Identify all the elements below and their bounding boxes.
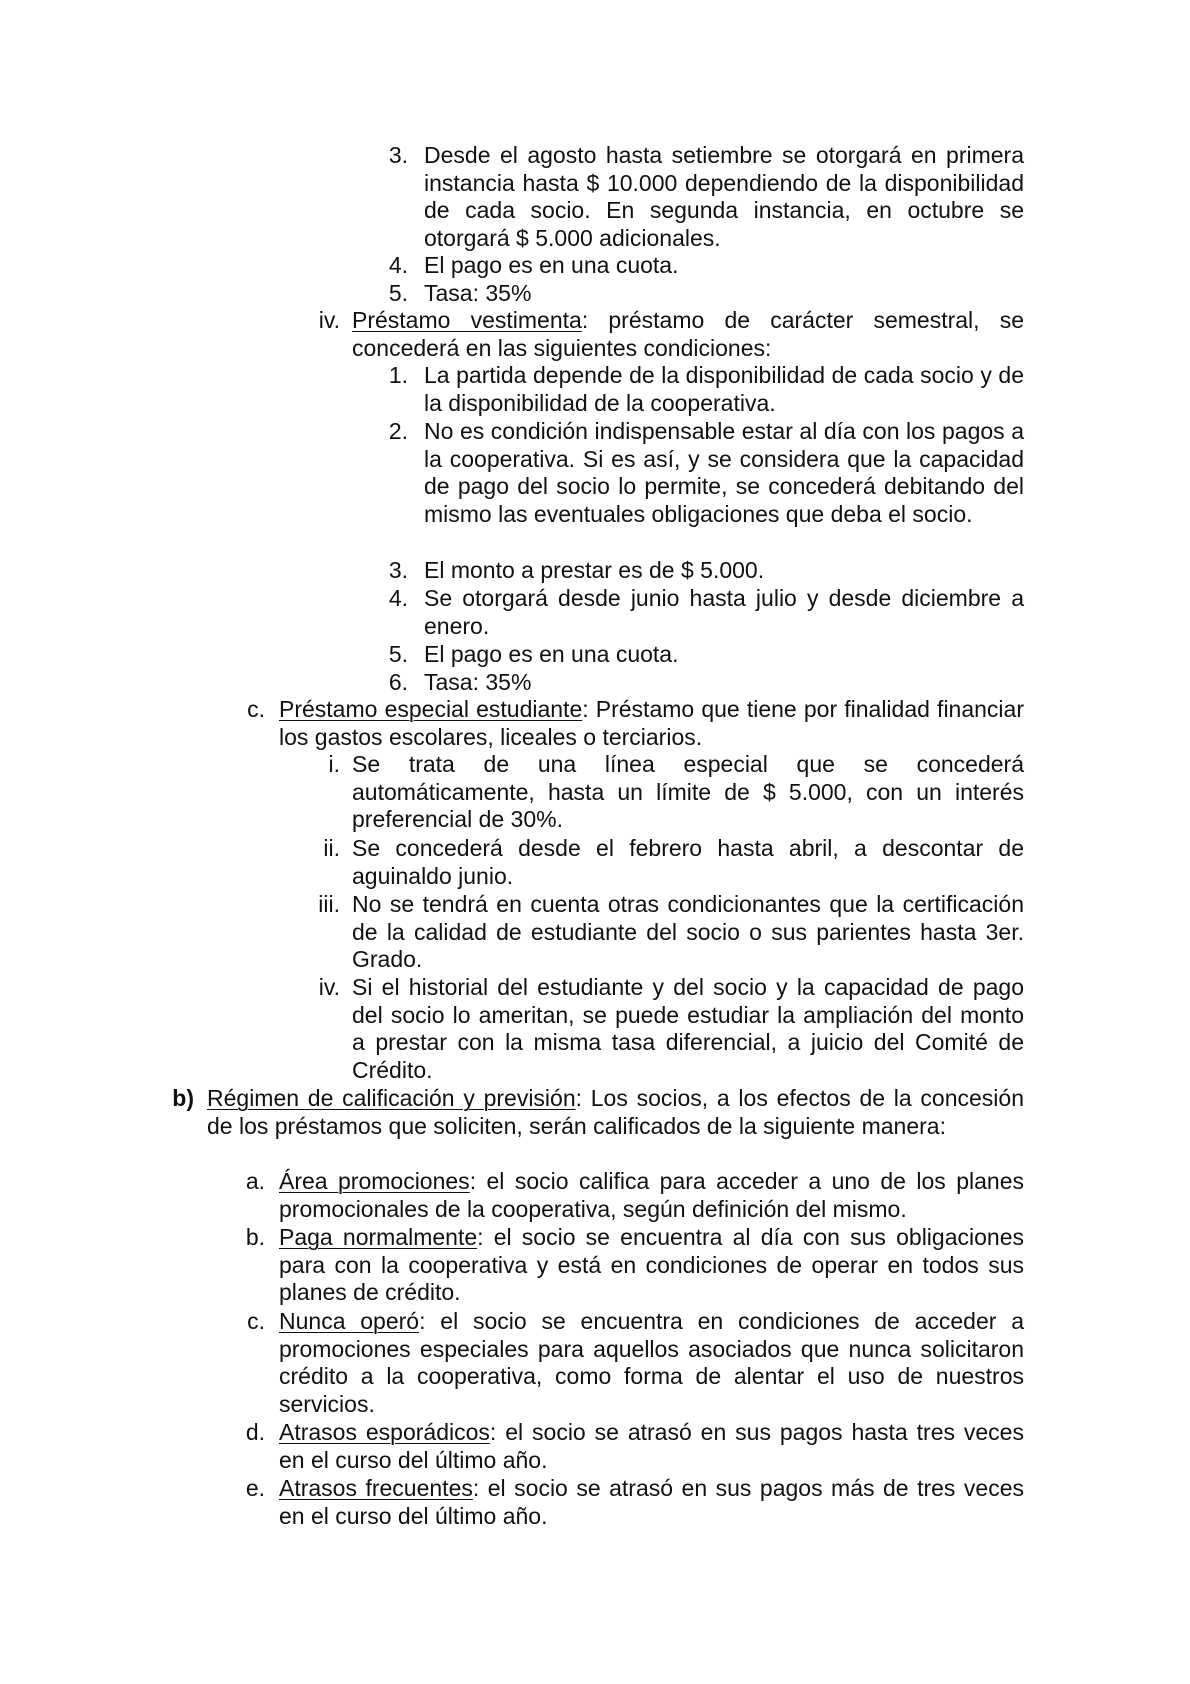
list-marker: a. — [245, 1168, 265, 1194]
item-heading: Atrasos frecuentes — [279, 1475, 473, 1501]
list-item — [376, 252, 1024, 280]
item-body: : Los socios, a los efectos de la concesión de los préstamos que soliciten, serán calificados de la siguiente manera: — [207, 1085, 1024, 1139]
item-body: : préstamo de carácter semestral, se concederá en las siguientes condiciones: — [352, 307, 1025, 361]
list-marker: iii. — [318, 891, 340, 917]
item-text: No es condición indispensable estar al día con los pagos a la cooperativa. Si es así, y se considera que la capacidad de pago del socio lo permite, se concederá debitando del mismo las eventuales obligaciones que deba el socio. — [424, 418, 1024, 527]
list-item — [235, 1419, 1024, 1474]
item-text: El pago es en una cuota. — [424, 252, 679, 278]
item-text — [279, 696, 1024, 751]
item-text — [279, 1168, 1024, 1223]
list-item — [235, 1224, 1024, 1307]
item-body: : el socio califica para acceder a uno de los planes promocionales de la cooperativa, según definición del mismo. — [279, 1168, 1024, 1222]
list-marker: ii. — [323, 835, 340, 861]
item-text — [279, 1419, 1024, 1474]
item-text — [207, 1085, 1024, 1140]
list-marker: 5. — [388, 280, 408, 306]
item-heading: Régimen de calificación y previsión — [207, 1085, 576, 1111]
list-marker: 3. — [388, 142, 408, 168]
list-item — [376, 362, 1024, 417]
item-body: : Préstamo que tiene por finalidad financiar los gastos escolares, liceales o terciarios. — [279, 696, 1024, 750]
item-text: Se trata de una línea especial que se concederá automáticamente, hasta un límite de $ 5.000, con un interés preferencial de 30%. — [352, 751, 1024, 833]
list-item — [235, 1308, 1024, 1418]
list-marker: iv. — [318, 307, 340, 333]
item-text: El monto a prestar es de $ 5.000. — [424, 557, 765, 583]
item-text: No se tendrá en cuenta otras condicionantes que la certificación de la calidad de estudiante del socio o sus parientes hasta 3er. Grado. — [352, 891, 1024, 973]
item-text — [279, 1224, 1024, 1307]
list-item — [376, 418, 1024, 528]
list-marker: c. — [247, 696, 265, 722]
item-heading: Atrasos esporádicos — [279, 1419, 490, 1445]
item-text: El pago es en una cuota. — [424, 641, 679, 667]
list-item — [300, 307, 1024, 362]
item-heading: Préstamo especial estudiante — [279, 696, 583, 722]
item-heading: Paga normalmente — [279, 1224, 478, 1250]
list-marker: iv. — [318, 974, 340, 1000]
list-marker: e. — [245, 1475, 265, 1501]
item-text: La partida depende de la disponibilidad de cada socio y de la disponibilidad de la cooperativa. — [424, 362, 1024, 416]
list-marker: 2. — [388, 418, 408, 444]
item-heading: Nunca operó — [279, 1308, 420, 1334]
list-marker: d. — [245, 1419, 265, 1445]
item-heading: Préstamo vestimenta — [352, 307, 582, 333]
list-marker: 3. — [388, 557, 408, 583]
item-text — [352, 307, 1024, 362]
list-item — [300, 891, 1024, 974]
list-item — [235, 696, 1024, 751]
list-marker: 4. — [388, 252, 408, 278]
item-text — [279, 1475, 1024, 1530]
item-body: : el socio se atrasó en sus pagos hasta tres veces en el curso del último año. — [279, 1419, 1024, 1473]
item-text: Desde el agosto hasta setiembre se otorgará en primera instancia hasta $ 10.000 dependiendo de la disponibilidad de cada socio. En segunda instancia, en octubre se otorgará $ 5.000 adicionales. — [424, 142, 1024, 251]
section-marker: b) — [172, 1085, 194, 1111]
section-item — [162, 1085, 1024, 1140]
list-marker: 4. — [388, 585, 408, 611]
item-body: : el socio se atrasó en sus pagos más de tres veces en el curso del último año. — [279, 1475, 1024, 1529]
list-item — [376, 142, 1024, 252]
item-text: Tasa: 35% — [424, 280, 532, 306]
list-item — [376, 669, 1024, 697]
list-marker: b. — [245, 1224, 265, 1250]
list-item — [235, 1475, 1024, 1530]
list-marker: c. — [247, 1308, 265, 1334]
list-item — [300, 835, 1024, 890]
list-item — [376, 557, 1024, 585]
item-body: : el socio se encuentra al día con sus obligaciones para con la cooperativa y está en condiciones de operar en todos sus planes de crédito. — [279, 1224, 1024, 1306]
item-text — [279, 1308, 1024, 1418]
item-heading: Área promociones — [279, 1168, 470, 1194]
item-text: Se otorgará desde junio hasta julio y desde diciembre a enero. — [424, 585, 1024, 639]
list-marker: i. — [328, 751, 340, 777]
list-marker: 5. — [388, 641, 408, 667]
list-marker: 1. — [388, 362, 408, 388]
list-item — [376, 585, 1024, 640]
list-item — [235, 1168, 1024, 1223]
list-item — [376, 641, 1024, 669]
item-text: Si el historial del estudiante y del socio y la capacidad de pago del socio lo ameritan, se puede estudiar la ampliación del monto a prestar con la misma tasa diferencial, a juicio del Comité de Crédito. — [352, 974, 1024, 1083]
item-body: : el socio se encuentra en condiciones de acceder a promociones especiales para aquellos asociados que nunca solicitaron crédito a la cooperativa, como forma de alentar el uso de nuestros servicios. — [279, 1308, 1025, 1417]
list-item — [376, 280, 1024, 308]
list-marker: 6. — [388, 669, 408, 695]
item-text: Tasa: 35% — [424, 669, 532, 695]
list-item — [300, 751, 1024, 834]
list-item — [300, 974, 1024, 1084]
item-text: Se concederá desde el febrero hasta abril, a descontar de aguinaldo junio. — [352, 835, 1024, 889]
